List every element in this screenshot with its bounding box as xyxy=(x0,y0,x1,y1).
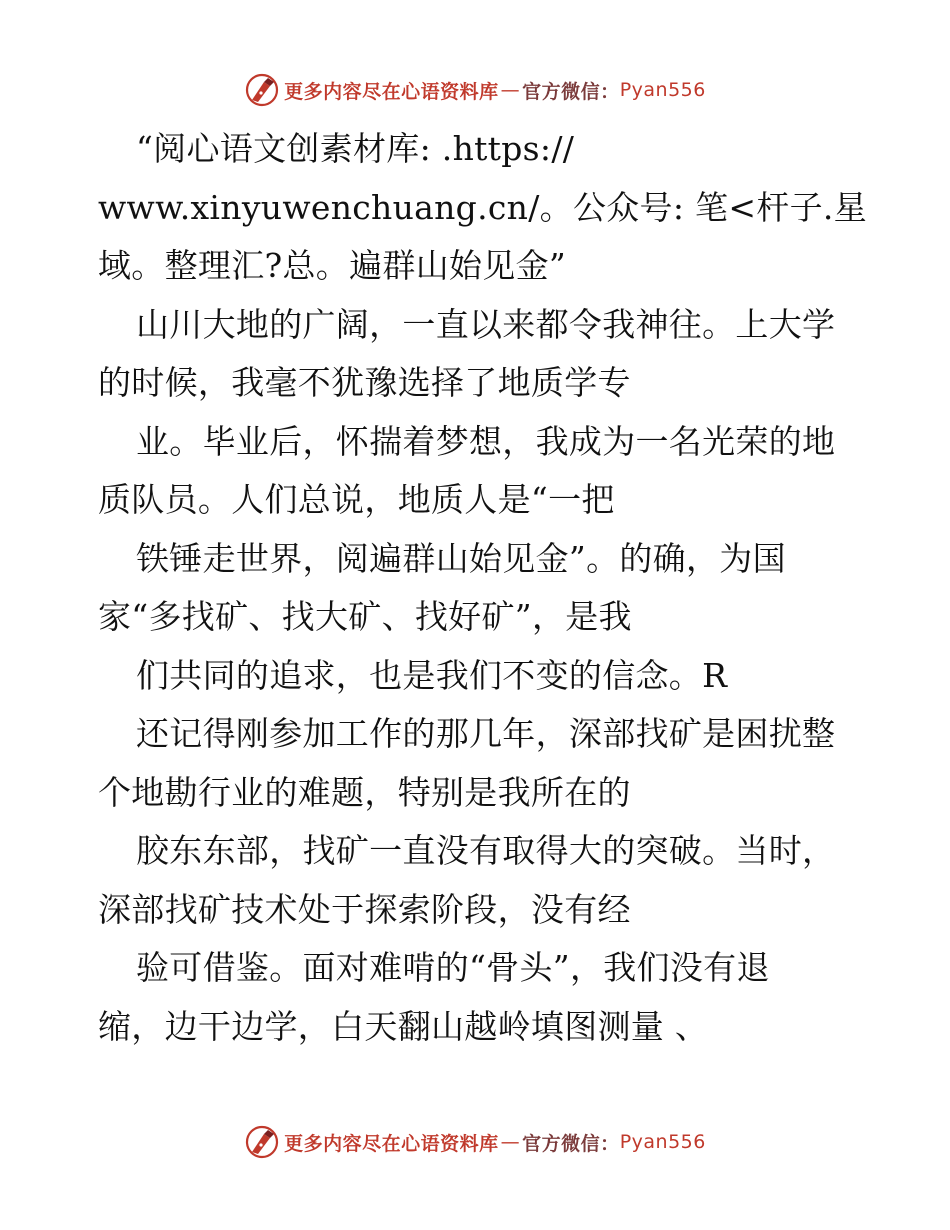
pen-nib-logo-icon xyxy=(244,1124,280,1160)
watermark-official-label: 官方微信： xyxy=(522,1132,620,1155)
text-line: 缩，边干边学，白天翻山越岭填图测量 、 xyxy=(98,1006,709,1046)
watermark-official-label: 官方微信： xyxy=(522,80,620,103)
text-line: 业。毕业后，怀揣着梦想，我成为一名光荣的地 xyxy=(136,421,836,461)
footer-watermark xyxy=(0,1120,950,1164)
watermark-dash: — xyxy=(500,79,521,101)
text-line: 还记得刚参加工作的那几年，深部找矿是困扰整 xyxy=(136,714,836,753)
text-line: www.xinyuwenchuang.cn/。公众号: 笔<杆子.星 xyxy=(98,187,867,227)
text-line: 验可借鉴。面对难啃的“骨头”，我们没有退 xyxy=(136,948,770,987)
text-line: 质队员。人们总说，地质人是“一把 xyxy=(98,480,615,519)
text-line: 胶东东部，找矿一直没有取得大的突破。当时， xyxy=(136,831,836,870)
text-line: 铁锤走世界，阅遍群山始见金”。的确，为国 xyxy=(136,538,786,578)
text-line: 个地勘行业的难题，特别是我所在的 xyxy=(98,772,631,812)
document-body xyxy=(98,120,867,1056)
text-line: 深部找矿技术处于探索阶段，没有经 xyxy=(98,889,631,929)
watermark-wechat-id: Pyan556 xyxy=(619,79,706,101)
text-line: 域。整理汇?总。遍群山始见金” xyxy=(98,246,567,285)
watermark-main-text: 更多内容尽在心语资料库 xyxy=(284,1132,499,1155)
text-line: 的时候，我毫不犹豫选择了地质学专 xyxy=(98,363,631,402)
text-line: 山川大地的广阔，一直以来都令我神往。上大学 xyxy=(136,304,836,344)
watermark-wechat-id: Pyan556 xyxy=(619,1131,706,1153)
watermark-dash: — xyxy=(500,1131,521,1153)
header-watermark xyxy=(0,68,950,112)
text-line: 们共同的追求，也是我们不变的信念。R xyxy=(136,655,728,695)
pen-nib-logo-icon xyxy=(244,72,280,108)
text-line: 家“多找矿、找大矿、找好矿”，是我 xyxy=(98,597,632,636)
text-line: “阅心语文创素材库: .https:// xyxy=(136,129,575,168)
watermark-main-text: 更多内容尽在心语资料库 xyxy=(284,80,499,103)
